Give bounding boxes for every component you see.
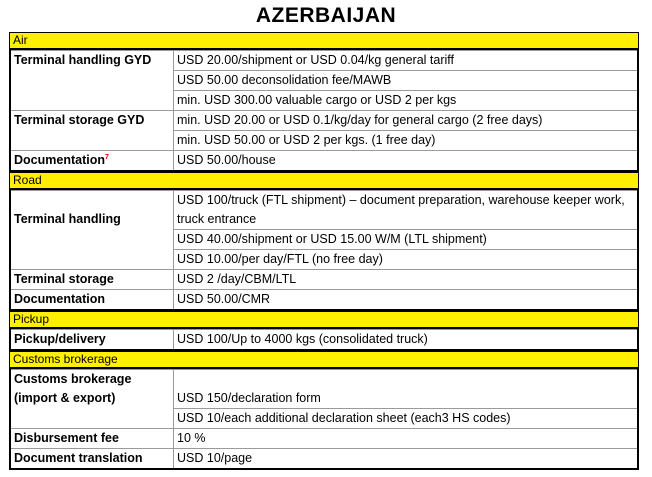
customs-brokerage-value-2: USD 10/each additional declaration sheet (each3 HS codes) xyxy=(174,409,639,429)
air-documentation-value: USD 50.00/house xyxy=(174,151,639,172)
table-row xyxy=(10,191,638,230)
table-row xyxy=(10,111,638,131)
rates-tables xyxy=(9,32,639,470)
air-terminal-handling-label: Terminal handling GYD xyxy=(10,51,174,111)
road-terminal-handling-value-2: USD 40.00/shipment or USD 15.00 W/M (LTL shipment) xyxy=(174,230,639,250)
table-row xyxy=(10,290,638,311)
road-documentation-value: USD 50.00/CMR xyxy=(174,290,639,311)
road-terminal-handling-value-1: USD 100/truck (FTL shipment) – document preparation, warehouse keeper work, truck entrance xyxy=(174,191,639,230)
pickup-table xyxy=(9,329,639,351)
air-section xyxy=(9,32,639,172)
air-documentation-label: Documentation xyxy=(14,153,105,167)
air-terminal-storage-value-2: min. USD 50.00 or USD 2 per kgs. (1 free day) xyxy=(174,131,639,151)
page-title: AZERBAIJAN xyxy=(255,4,397,27)
customs-translation-label: Document translation xyxy=(10,449,174,470)
customs-section-header: Customs brokerage xyxy=(9,351,639,369)
table-row xyxy=(10,370,638,409)
road-terminal-handling-label: Terminal handling xyxy=(10,191,174,270)
pickup-section xyxy=(9,311,639,351)
footnote-marker: 7 xyxy=(104,153,109,161)
table-row xyxy=(10,270,638,290)
customs-table xyxy=(9,369,639,470)
pickup-section-header: Pickup xyxy=(9,311,639,329)
pickup-delivery-value: USD 100/Up to 4000 kgs (consolidated truck) xyxy=(174,330,639,351)
road-table xyxy=(9,190,639,311)
customs-section xyxy=(9,351,639,470)
table-row xyxy=(10,449,638,470)
air-table xyxy=(9,50,639,172)
air-terminal-storage-label: Terminal storage GYD xyxy=(10,111,174,151)
road-terminal-handling-value-3: USD 10.00/per day/FTL (no free day) xyxy=(174,250,639,270)
air-documentation-cell xyxy=(10,151,174,172)
road-terminal-storage-value: USD 2 /day/CBM/LTL xyxy=(174,270,639,290)
customs-disbursement-label: Disbursement fee xyxy=(10,429,174,449)
air-terminal-storage-value-1: min. USD 20.00 or USD 0.1/kg/day for general cargo (2 free days) xyxy=(174,111,639,131)
table-row xyxy=(10,151,638,172)
customs-translation-value: USD 10/page xyxy=(174,449,639,470)
table-row xyxy=(10,330,638,351)
road-section xyxy=(9,172,639,311)
customs-brokerage-value-1: USD 150/declaration form xyxy=(174,370,639,409)
air-terminal-handling-value-1: USD 20.00/shipment or USD 0.04/kg general tariff xyxy=(174,51,639,71)
table-row xyxy=(10,429,638,449)
road-terminal-storage-label: Terminal storage xyxy=(10,270,174,290)
customs-brokerage-label: Customs brokerage (import & export) xyxy=(10,370,174,429)
table-row xyxy=(10,51,638,71)
air-section-header: Air xyxy=(9,32,639,50)
pickup-delivery-label: Pickup/delivery xyxy=(10,330,174,351)
air-terminal-handling-value-3: min. USD 300.00 valuable cargo or USD 2 per kgs xyxy=(174,91,639,111)
road-section-header: Road xyxy=(9,172,639,190)
road-documentation-label: Documentation xyxy=(10,290,174,311)
customs-disbursement-value: 10 % xyxy=(174,429,639,449)
air-terminal-handling-value-2: USD 50.00 deconsolidation fee/MAWB xyxy=(174,71,639,91)
